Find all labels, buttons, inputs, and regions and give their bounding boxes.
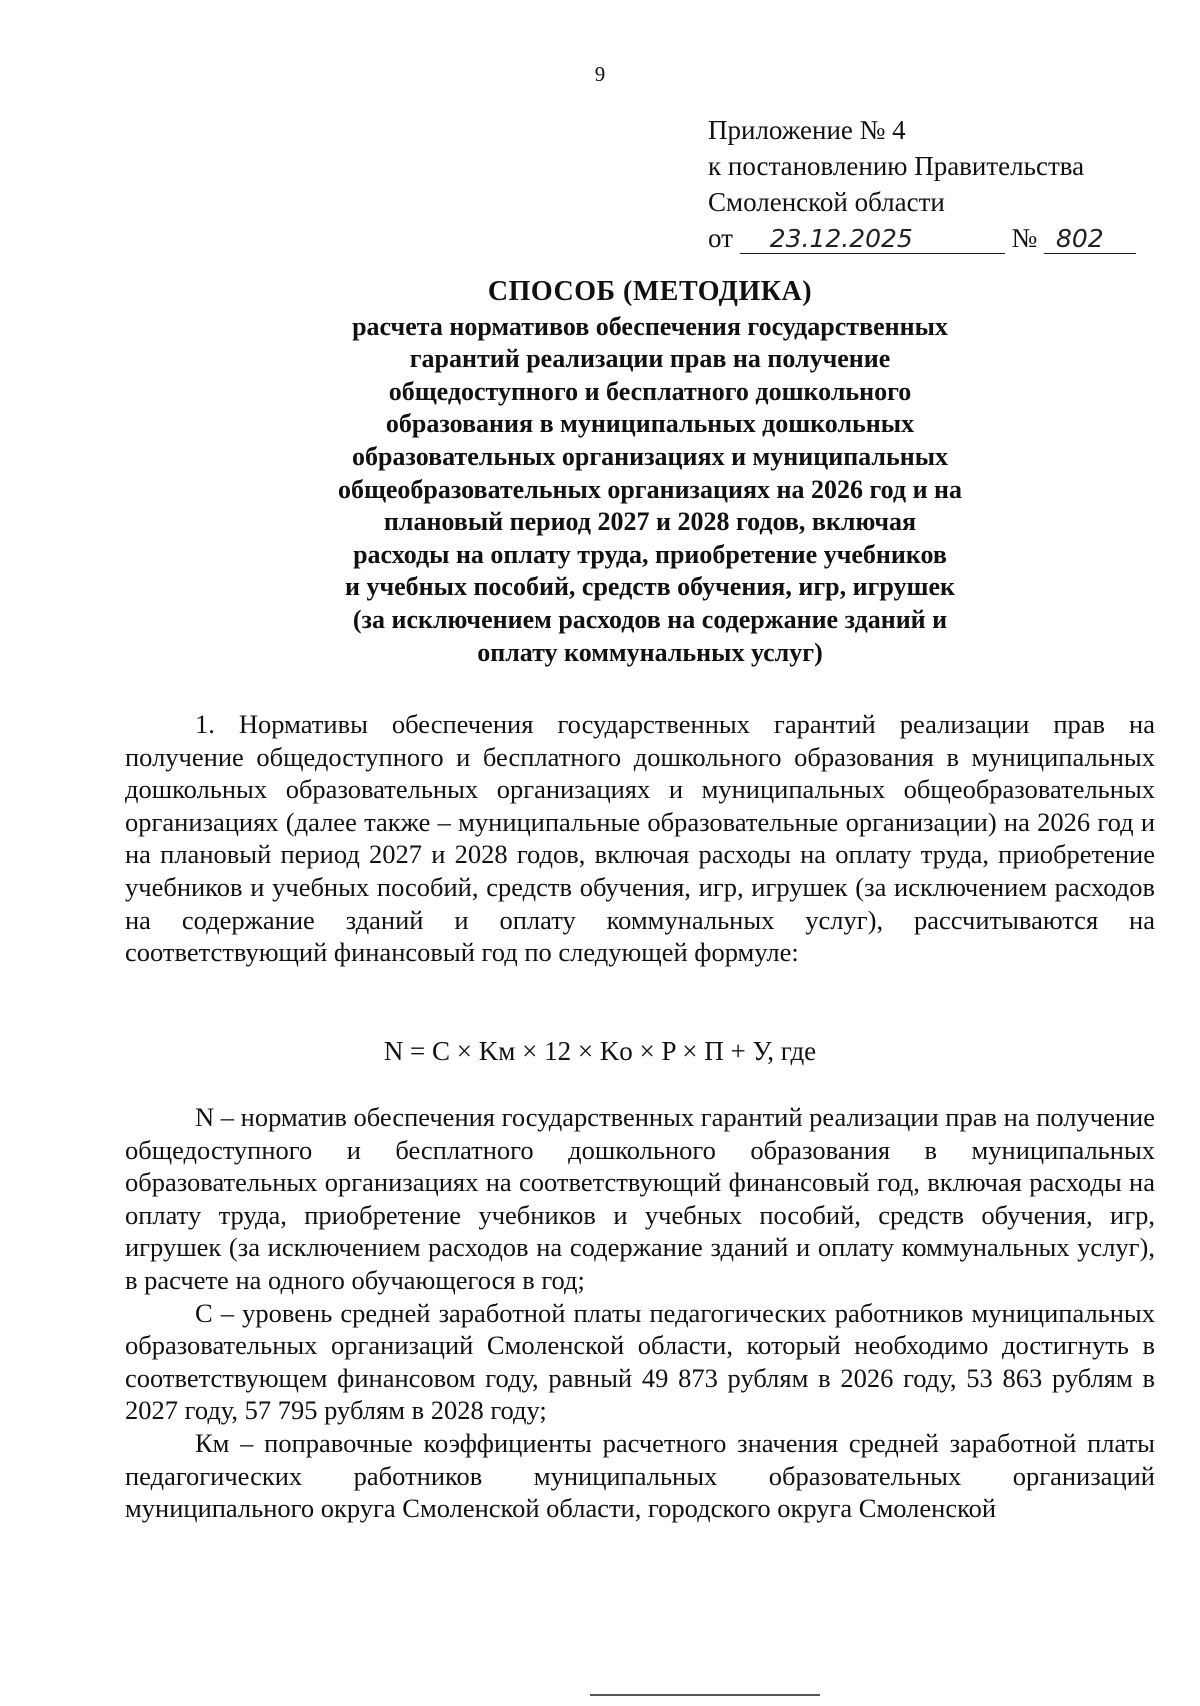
definition-n: N – норматив обеспечения государственных гарантий реализации прав на получение общедоступного и бесплатного дошкольного образования в муниципальных образовательных организациях на соответствующий финансовый год, включая расходы на оплату труда, приобретение учебников и учебных пособий, средств обучения, игр, игрушек (за исключением расходов на содержание зданий и оплату коммунальных услуг), в расчете на одного обучающегося в год; [125,1102,1155,1295]
title-line: гарантий реализации прав на получение [409,344,891,374]
title-line: расходы на оплату труда, приобретение учебников [353,539,947,569]
title-line: и учебных пособий, средств обучения, игр, игрушек [344,572,955,602]
title-line: плановый период 2027 и 2028 годов, включая [383,507,917,537]
number-prefix: № [1011,223,1038,253]
appendix-title: Приложение № 4 [708,115,906,145]
title-line: общедоступного и бесплатного дошкольного [388,376,912,406]
document-title [250,276,1050,669]
definitions [125,1101,1155,1525]
footer-divider [590,1694,820,1696]
title-line: расчета нормативов обеспечения государственных [352,311,948,341]
section-1 [125,708,1155,969]
title-line: образования в муниципальных дошкольных [385,409,915,439]
page-number: 9 [594,62,606,86]
paragraph-1: 1. Нормативы обеспечения государственных гарантий реализации прав на получение общедоступного и бесплатного дошкольного образования в муниципальных дошкольных образовательных организациях и муниципальных общеобразовательных организациях (далее также – муниципальные образовательные организации) на 2026 год и на плановый период 2027 и 2028 годов, включая расходы на оплату труда, приобретение учебников и учебных пособий, средств обучения, игр, игрушек (за исключением расходов на содержание зданий и оплату коммунальных услуг), рассчитываются на соответствующий финансовый год по следующей формуле: [125,709,1155,968]
appendix-resolution: к постановлению Правительства [708,151,1085,181]
title-line: (за исключением расходов на содержание зданий и [352,604,948,634]
handwritten-date: 23.12.2025 [740,225,1005,254]
definition-c: С – уровень средней заработной платы педагогических работников муниципальных образовательных организаций Смоленской области, который необходимо достигнуть в соответствующем финансовом году, равный 49 873 рублям в 2026 году, 53 863 рублям в 2027 году, 57 795 рублям в 2028 году; [125,1297,1155,1426]
title-line: образовательных организациях и муниципальных [351,441,949,471]
title-line: оплату коммунальных услуг) [477,637,823,667]
appendix-header [708,112,1168,256]
appendix-date-number [708,220,1168,256]
handwritten-number: 802 [1044,225,1136,254]
date-prefix: от [708,223,733,253]
title-main: СПОСОБ (МЕТОДИКА) [487,276,813,307]
definition-km: Км – поправочные коэффициенты расчетного значения средней заработной платы педагогических работников муниципальных образовательных организаций муниципального округа Смоленской области, городского округа Смоленской [125,1427,1155,1524]
title-line: общеобразовательных организациях на 2026 год и на [337,474,963,504]
formula: N = C × Kм × 12 × Kо × P × П + У, где [383,1036,817,1066]
appendix-region: Смоленской области [708,187,945,217]
